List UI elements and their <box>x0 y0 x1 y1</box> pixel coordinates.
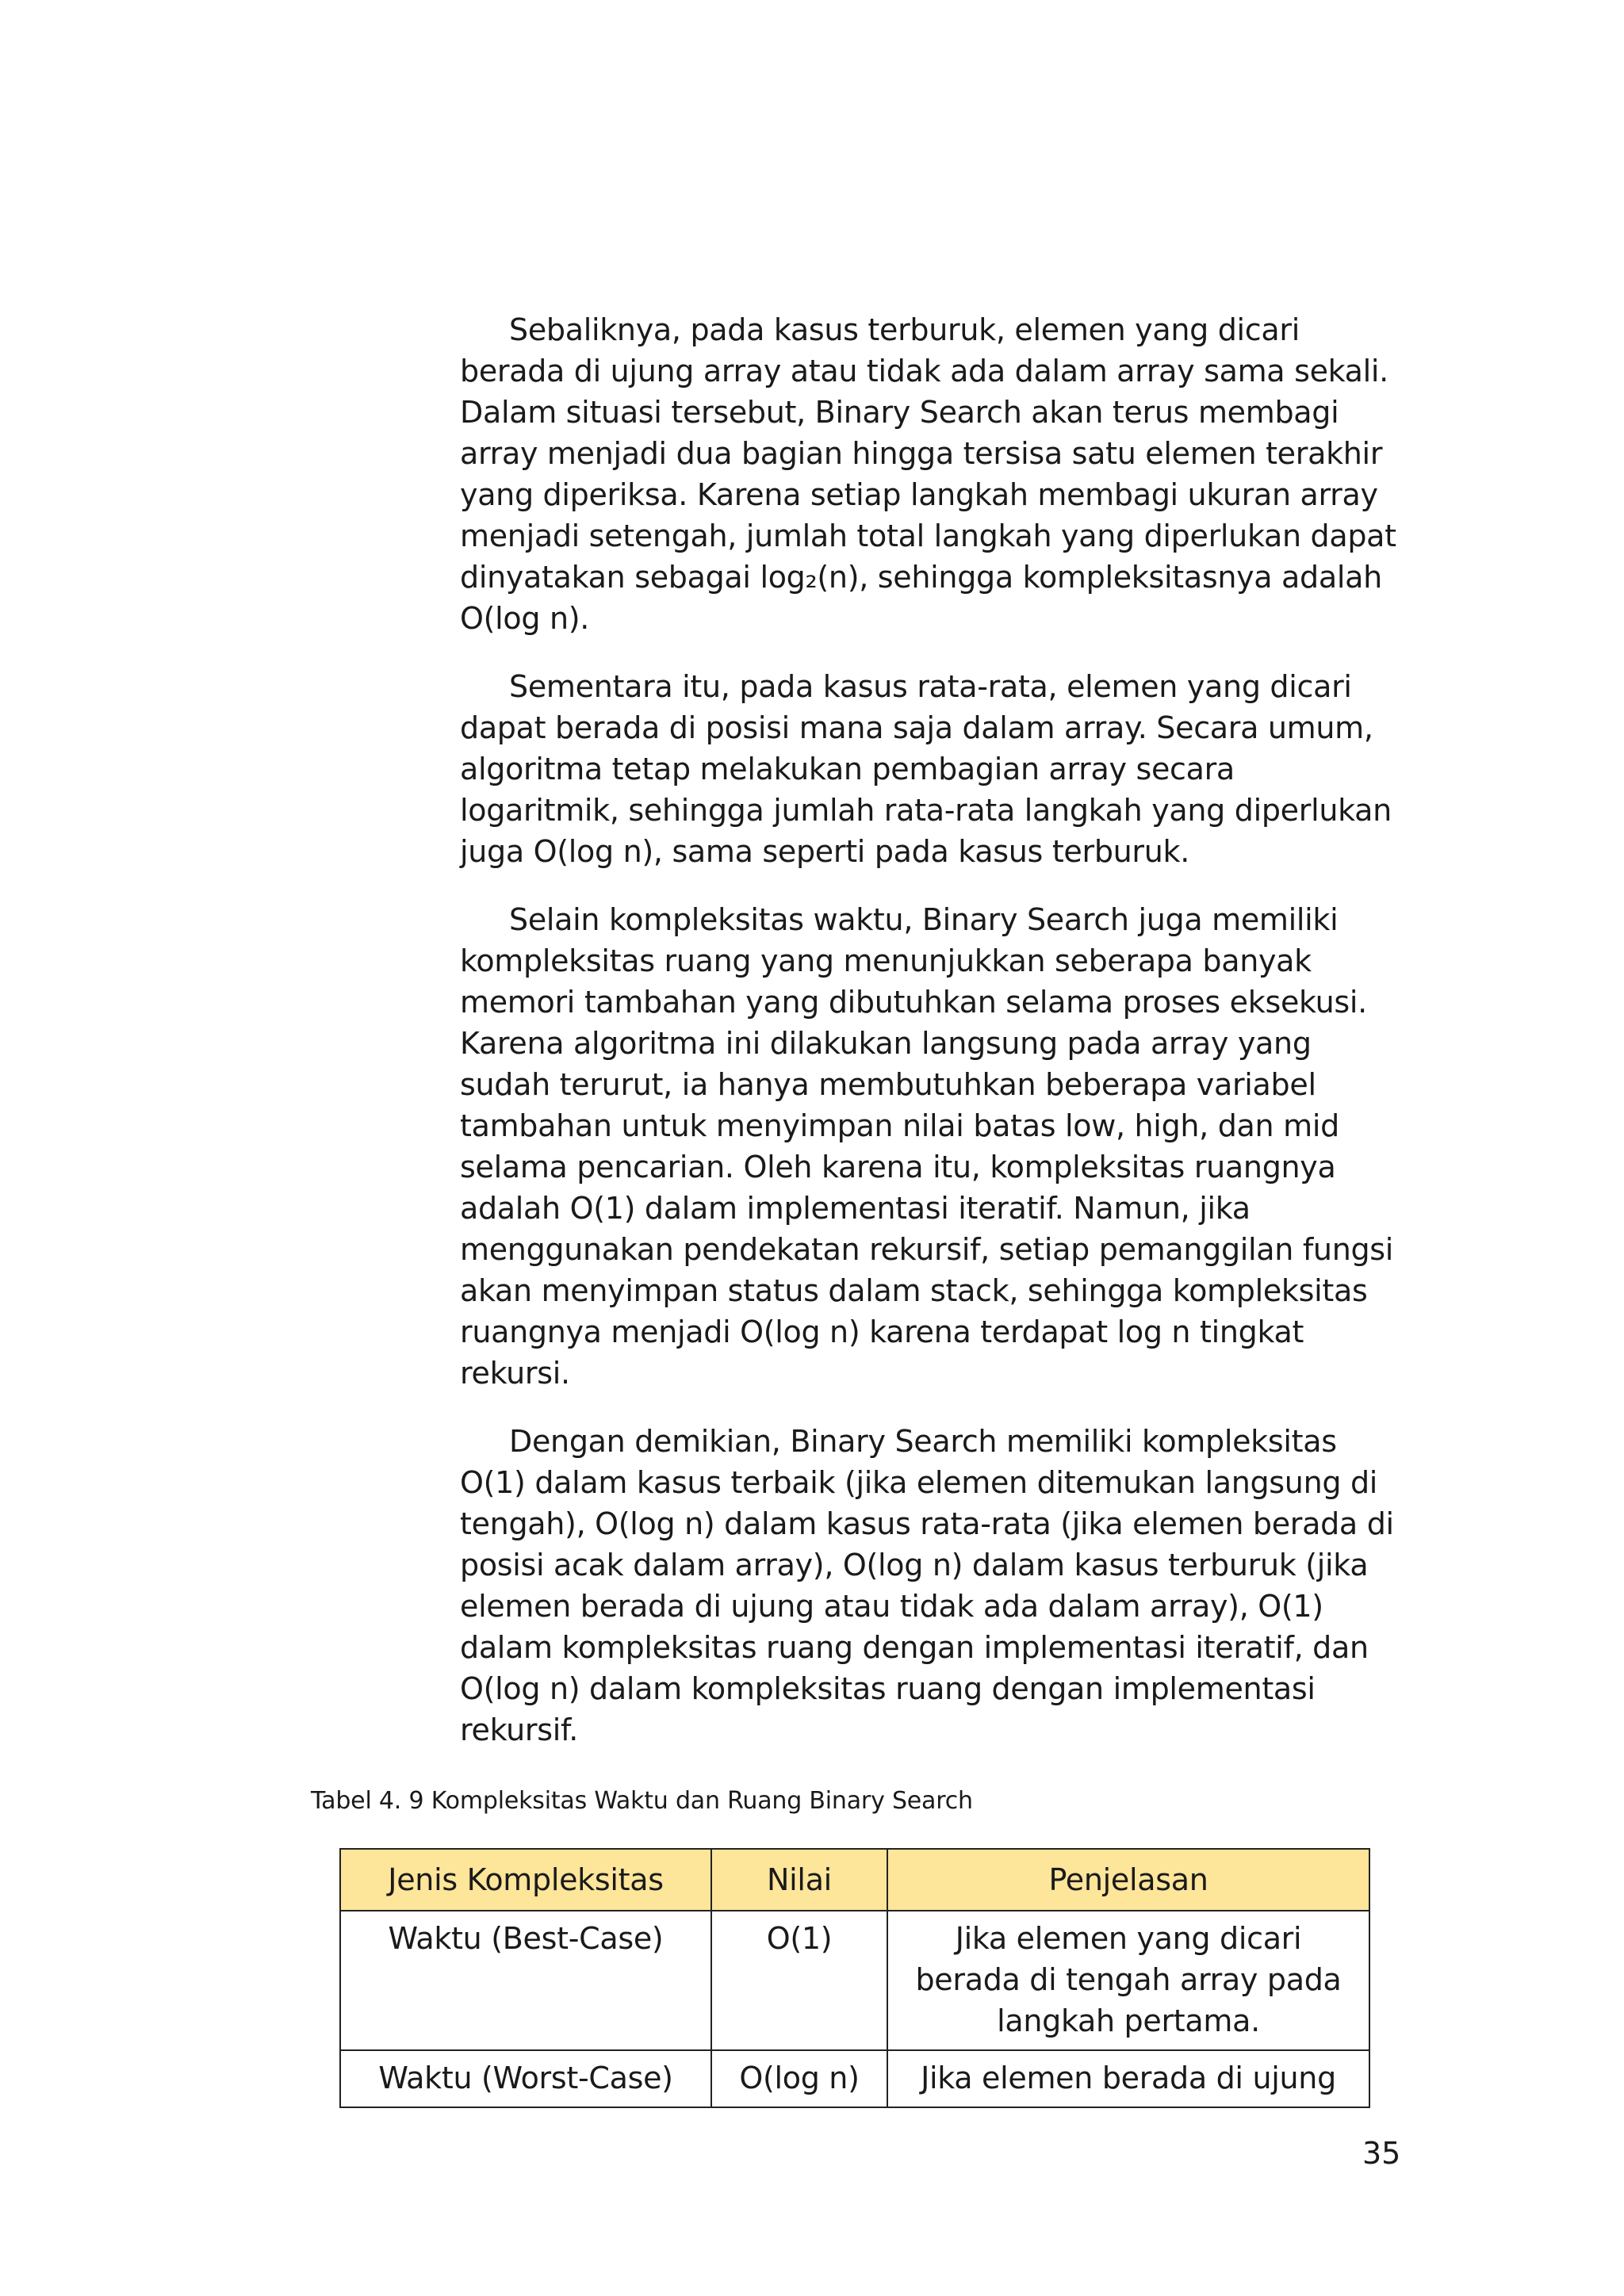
table-header-row <box>340 1849 1369 1911</box>
body-text <box>460 309 1402 1777</box>
paragraph-worst-case: Sebaliknya, pada kasus terburuk, elemen yang dicari berada di ujung array atau tidak ada dalam array sama sekali. Dalam situasi tersebut, Binary Search akan terus membagi array menjadi dua bagian hingga tersisa satu elemen terakhir yang diperiksa. Karena setiap langkah membagi ukuran array menjadi setengah, jumlah total langkah yang diperlukan dapat dinyatakan sebagai log₂(n), sehingga kompleksitasnya adalah O(log n). <box>460 312 1396 636</box>
cell-value: O(log n) <box>711 2050 887 2107</box>
table-row <box>340 1911 1369 2050</box>
page-number: 35 <box>1362 2136 1401 2171</box>
table-caption: Tabel 4. 9 Kompleksitas Waktu dan Ruang Binary Search <box>311 1787 973 1815</box>
paragraph-space-complexity: Selain kompleksitas waktu, Binary Search juga memiliki kompleksitas ruang yang menunjukkan seberapa banyak memori tambahan yang dibutuhkan selama proses eksekusi. Karena algoritma ini dilakukan langsung pada array yang sudah terurut, ia hanya membutuhkan beberapa variabel tambahan untuk menyimpan nilai batas low, high, dan mid selama pencarian. Oleh karena itu, kompleksitas ruangnya adalah O(1) dalam implementasi iteratif. Namun, jika menggunakan pendekatan rekursif, setiap pemanggilan fungsi akan menyimpan status dalam stack, sehingga kompleksitas ruangnya menjadi O(log n) karena terdapat log n tingkat rekursi. <box>460 902 1394 1391</box>
cell-type: Waktu (Worst-Case) <box>340 2050 711 2107</box>
cell-explanation: Jika elemen yang dicari berada di tengah array pada langkah pertama. <box>887 1911 1369 2050</box>
table-row <box>340 2050 1369 2107</box>
paragraph-average-case: Sementara itu, pada kasus rata-rata, elemen yang dicari dapat berada di posisi mana saja dalam array. Secara umum, algoritma tetap melakukan pembagian array secara logaritmik, sehingga jumlah rata-rata langkah yang diperlukan juga O(log n), sama seperti pada kasus terburuk. <box>460 669 1392 869</box>
cell-value: O(1) <box>711 1911 887 2050</box>
paragraph-conclusion: Dengan demikian, Binary Search memiliki kompleksitas O(1) dalam kasus terbaik (jika elemen ditemukan langsung di tengah), O(log n) dalam kasus rata-rata (jika elemen berada di posisi acak dalam array), O(log n) dalam kasus terburuk (jika elemen berada di ujung atau tidak ada dalam array), O(1) dalam kompleksitas ruang dengan implementasi iteratif, dan O(log n) dalam kompleksitas ruang dengan implementasi rekursif. <box>460 1424 1394 1747</box>
complexity-table <box>339 1848 1370 2108</box>
header-penjelasan: Penjelasan <box>887 1849 1369 1911</box>
cell-type: Waktu (Best-Case) <box>340 1911 711 2050</box>
header-jenis-kompleksitas: Jenis Kompleksitas <box>340 1849 711 1911</box>
cell-explanation: Jika elemen berada di ujung <box>887 2050 1369 2107</box>
header-nilai: Nilai <box>711 1849 887 1911</box>
